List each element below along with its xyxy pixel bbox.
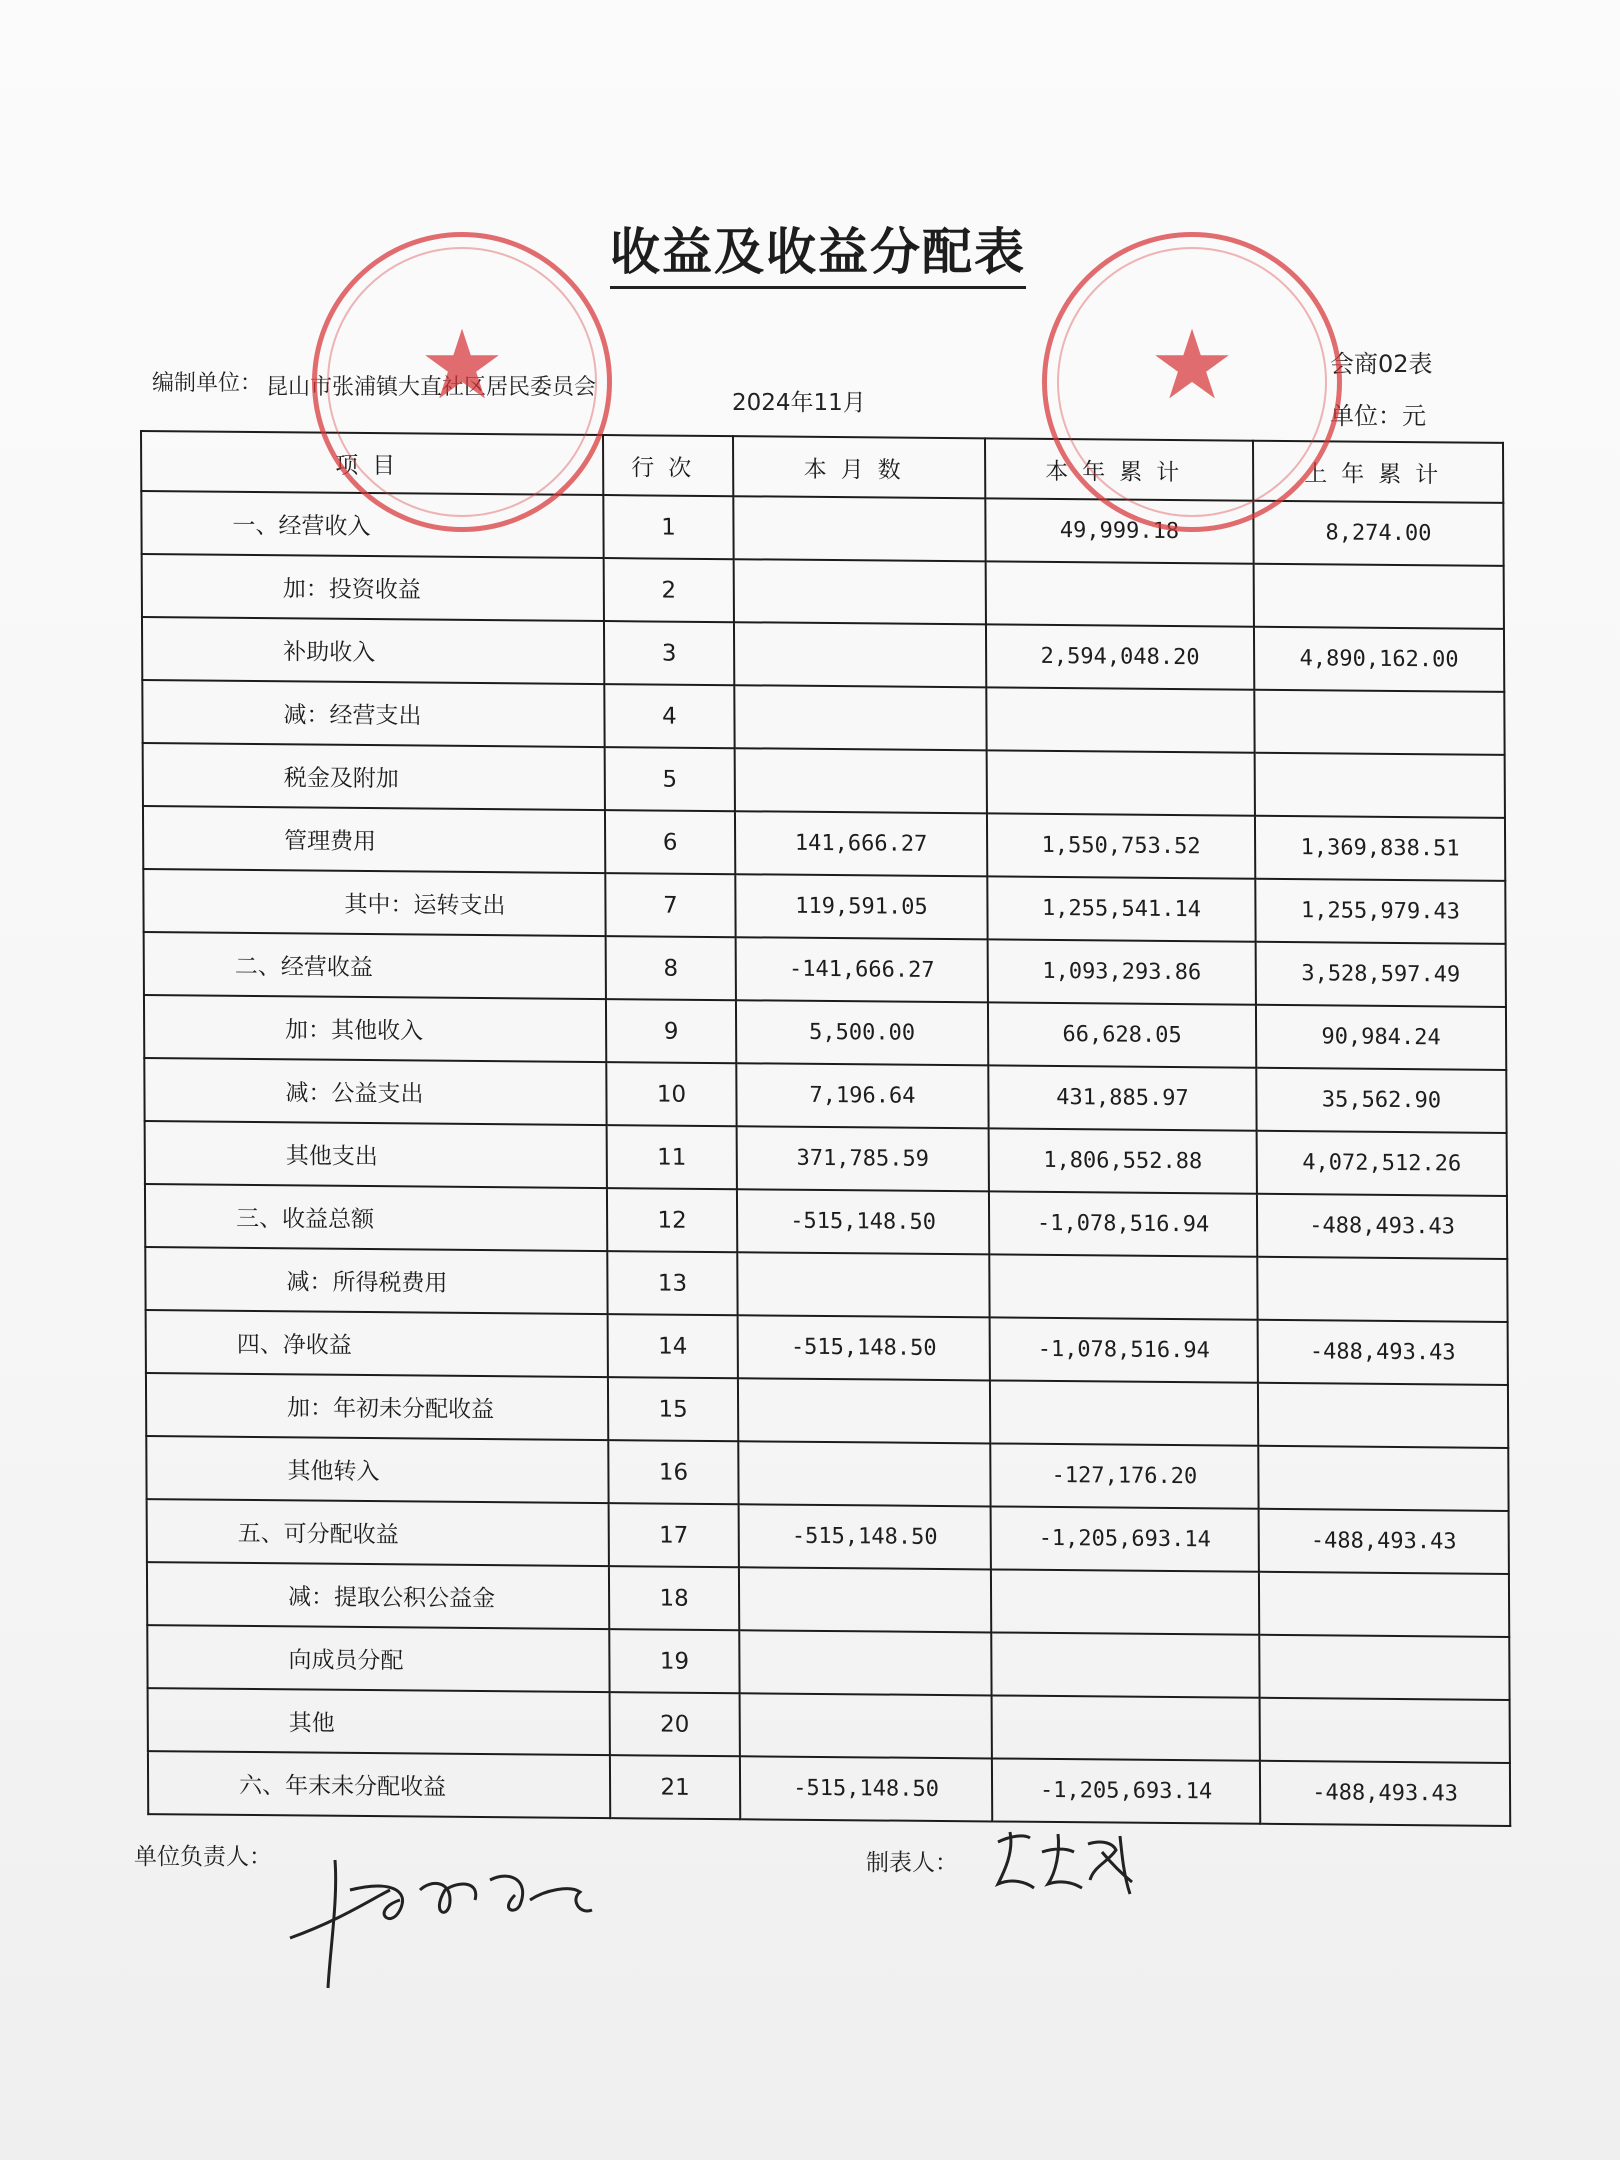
row-item-label: 减：经营支出	[142, 680, 604, 747]
table-row	[143, 806, 1505, 881]
row-line-number: 13	[607, 1251, 737, 1315]
row-month-amount	[734, 559, 986, 624]
row-prev-year-amount: 35,562.90	[1256, 1068, 1506, 1133]
row-line-number: 17	[609, 1503, 739, 1567]
header-month: 本月数	[733, 436, 985, 498]
row-item-label: 减：所得税费用	[145, 1247, 607, 1314]
row-item-label: 二、经营收益	[144, 932, 606, 999]
page-title: 收益及收益分配表	[610, 212, 1026, 289]
row-month-amount: 5,500.00	[736, 1000, 988, 1065]
row-ytd-amount: -1,078,516.94	[989, 1191, 1257, 1256]
row-month-amount: 119,591.05	[735, 874, 987, 939]
row-month-amount: -515,148.50	[737, 1189, 989, 1254]
row-item-label: 向成员分配	[147, 1625, 609, 1692]
table-row	[143, 743, 1505, 818]
row-month-amount	[735, 748, 987, 813]
table-row	[142, 554, 1504, 629]
row-ytd-amount	[991, 1632, 1259, 1697]
row-item-label: 税金及附加	[143, 743, 605, 810]
row-month-amount	[738, 1378, 990, 1443]
row-month-amount	[739, 1630, 991, 1695]
row-prev-year-amount: -488,493.43	[1258, 1320, 1508, 1385]
income-distribution-table	[140, 430, 1511, 1827]
row-month-amount: 371,785.59	[737, 1126, 989, 1191]
row-item-label: 减：公益支出	[144, 1058, 606, 1125]
row-item-label: 其他	[148, 1688, 610, 1755]
row-line-number: 3	[604, 621, 734, 685]
row-ytd-amount: 1,550,753.52	[987, 813, 1255, 878]
row-item-label: 加：年初未分配收益	[146, 1373, 608, 1440]
row-ytd-amount: 49,999.18	[985, 498, 1253, 563]
row-item-label: 五、可分配收益	[147, 1499, 609, 1566]
row-item-label: 一、经营收入	[141, 491, 603, 558]
row-month-amount: 7,196.64	[736, 1063, 988, 1128]
table-row	[142, 680, 1504, 755]
row-prev-year-amount	[1260, 1698, 1510, 1763]
row-prev-year-amount: 3,528,597.49	[1256, 942, 1506, 1007]
row-line-number: 8	[606, 936, 736, 1000]
table-row	[145, 1247, 1507, 1322]
row-prev-year-amount: -488,493.43	[1260, 1761, 1510, 1826]
table-row	[146, 1436, 1508, 1511]
table-row	[148, 1688, 1510, 1763]
row-ytd-amount: -1,205,693.14	[991, 1506, 1259, 1571]
table-body	[141, 491, 1510, 1826]
table-row	[147, 1625, 1509, 1700]
row-ytd-amount: 1,806,552.88	[989, 1128, 1257, 1193]
compiler-name: 昆山市张浦镇大直社区居民委员会	[266, 375, 597, 400]
row-line-number: 5	[605, 747, 735, 811]
row-line-number: 14	[608, 1314, 738, 1378]
row-ytd-amount	[986, 687, 1254, 752]
table-row	[144, 1058, 1506, 1133]
row-line-number: 15	[608, 1377, 738, 1441]
row-month-amount	[739, 1567, 991, 1632]
row-line-number: 4	[604, 684, 734, 748]
row-item-label: 管理费用	[143, 806, 605, 873]
official-seal-left	[312, 232, 612, 532]
row-item-label: 其中：运转支出	[143, 869, 605, 936]
row-line-number: 2	[604, 558, 734, 622]
row-month-amount	[734, 685, 986, 750]
table-row	[144, 995, 1506, 1070]
table-row	[146, 1310, 1508, 1385]
row-prev-year-amount	[1254, 564, 1504, 629]
row-month-amount	[734, 622, 986, 687]
row-ytd-amount: -127,176.20	[990, 1443, 1258, 1508]
row-ytd-amount	[989, 1254, 1257, 1319]
row-line-number: 12	[607, 1188, 737, 1252]
star-icon: ★	[1148, 308, 1236, 421]
row-ytd-amount: 431,885.97	[988, 1065, 1256, 1130]
row-item-label: 加：其他收入	[144, 995, 606, 1062]
table-row	[145, 1184, 1507, 1259]
row-line-number: 18	[609, 1566, 739, 1630]
row-ytd-amount	[990, 1380, 1258, 1445]
row-prev-year-amount	[1255, 753, 1505, 818]
table-row	[143, 869, 1505, 944]
row-ytd-amount: 66,628.05	[988, 1002, 1256, 1067]
table-row	[141, 491, 1503, 566]
row-month-amount	[738, 1441, 990, 1506]
preparer-label: 制表人：	[866, 1850, 958, 1876]
row-prev-year-amount	[1259, 1635, 1509, 1700]
preparer-signature	[990, 1822, 1140, 1902]
row-prev-year-amount: -488,493.43	[1257, 1194, 1507, 1259]
row-item-label: 四、净收益	[146, 1310, 608, 1377]
table-row	[142, 617, 1504, 692]
header-item: 项目	[141, 431, 603, 495]
row-prev-year-amount: 4,890,162.00	[1254, 627, 1504, 692]
row-item-label: 六、年末未分配收益	[148, 1751, 610, 1818]
row-prev-year-amount	[1257, 1257, 1507, 1322]
row-ytd-amount: -1,205,693.14	[992, 1758, 1260, 1823]
row-ytd-amount: 1,093,293.86	[988, 939, 1256, 1004]
row-item-label: 补助收入	[142, 617, 604, 684]
currency-unit: 单位：元	[1330, 402, 1426, 430]
row-ytd-amount	[986, 561, 1254, 626]
row-month-amount: 141,666.27	[735, 811, 987, 876]
row-line-number: 19	[609, 1629, 739, 1693]
header-line: 行次	[603, 435, 733, 496]
row-month-amount	[737, 1252, 989, 1317]
header-prev-year: 上年累计	[1253, 441, 1503, 503]
row-item-label: 其他转入	[146, 1436, 608, 1503]
row-ytd-amount: -1,078,516.94	[990, 1317, 1258, 1382]
table-row	[147, 1562, 1509, 1637]
table-row	[146, 1373, 1508, 1448]
row-line-number: 10	[606, 1062, 736, 1126]
row-prev-year-amount	[1254, 690, 1504, 755]
row-prev-year-amount: -488,493.43	[1259, 1509, 1509, 1574]
row-prev-year-amount: 90,984.24	[1256, 1005, 1506, 1070]
row-prev-year-amount: 4,072,512.26	[1257, 1131, 1507, 1196]
responsible-person-signature	[280, 1820, 610, 1990]
row-line-number: 16	[608, 1440, 738, 1504]
row-prev-year-amount: 8,274.00	[1253, 501, 1503, 566]
row-month-amount: -515,148.50	[739, 1504, 991, 1569]
table-row	[148, 1751, 1510, 1826]
row-prev-year-amount	[1259, 1572, 1509, 1637]
report-period: 2024年11月	[732, 390, 866, 416]
row-month-amount: -515,148.50	[740, 1756, 992, 1821]
row-line-number: 11	[607, 1125, 737, 1189]
official-seal-right	[1042, 232, 1342, 532]
row-ytd-amount: 2,594,048.20	[986, 624, 1254, 689]
row-month-amount	[740, 1693, 992, 1758]
row-ytd-amount	[991, 1569, 1259, 1634]
form-number: 会商02表	[1330, 350, 1433, 378]
table-row	[144, 932, 1506, 1007]
table-row	[145, 1121, 1507, 1196]
row-month-amount	[733, 496, 985, 561]
row-prev-year-amount: 1,255,979.43	[1255, 879, 1505, 944]
row-month-amount: -515,148.50	[738, 1315, 990, 1380]
row-item-label: 减：提取公积公益金	[147, 1562, 609, 1629]
row-line-number: 20	[610, 1692, 740, 1756]
row-month-amount: -141,666.27	[736, 937, 988, 1002]
row-line-number: 21	[610, 1755, 740, 1819]
star-icon: ★	[418, 308, 506, 421]
row-prev-year-amount	[1258, 1383, 1508, 1448]
row-line-number: 6	[605, 810, 735, 874]
table-row	[147, 1499, 1509, 1574]
row-line-number: 7	[605, 873, 735, 937]
row-item-label: 其他支出	[145, 1121, 607, 1188]
row-ytd-amount	[987, 750, 1255, 815]
row-prev-year-amount: 1,369,838.51	[1255, 816, 1505, 881]
row-item-label: 三、收益总额	[145, 1184, 607, 1251]
row-line-number: 1	[603, 495, 733, 559]
row-line-number: 9	[606, 999, 736, 1063]
row-item-label: 加：投资收益	[142, 554, 604, 621]
row-ytd-amount	[992, 1695, 1260, 1760]
compiler-label: 编制单位：	[152, 371, 263, 396]
responsible-person-label: 单位负责人：	[134, 1844, 272, 1870]
row-prev-year-amount	[1258, 1446, 1508, 1511]
header-ytd: 本年累计	[985, 438, 1253, 500]
row-ytd-amount: 1,255,541.14	[987, 876, 1255, 941]
